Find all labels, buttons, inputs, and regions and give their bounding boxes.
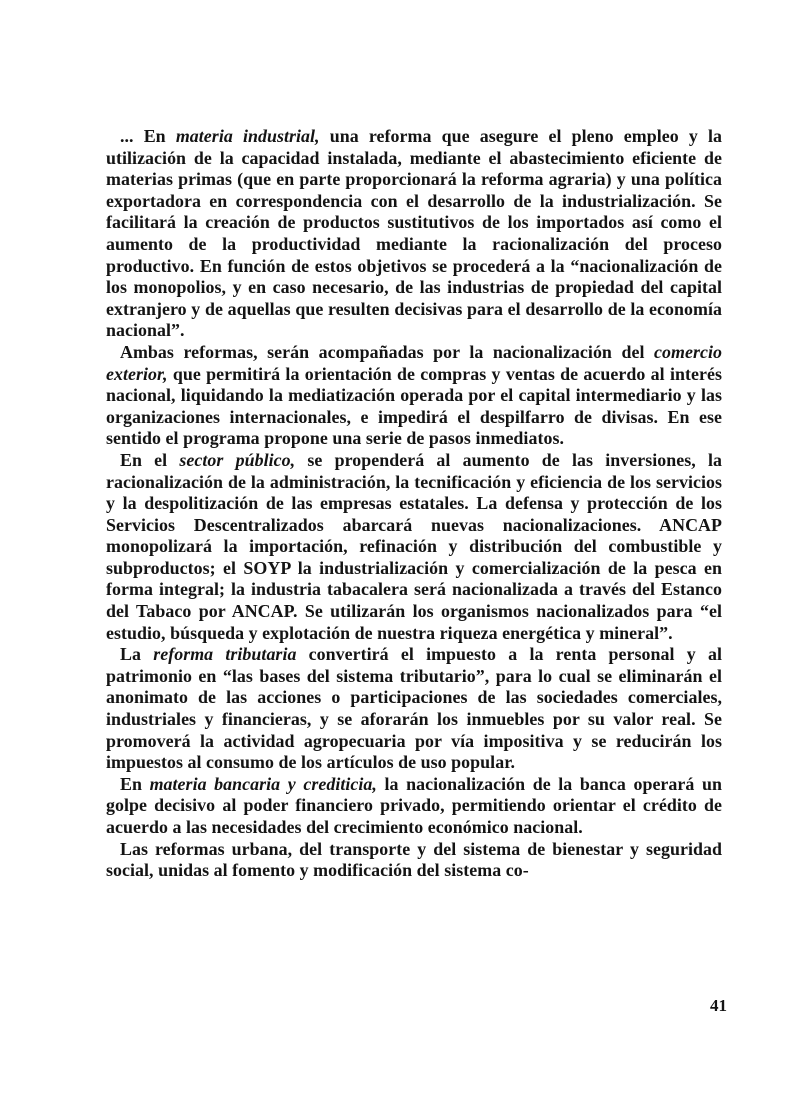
paragraph-prefix: Las [120, 838, 156, 859]
paragraph-text: que permitirá la orientación de compras y ventas de acuerdo al interés nacional, liquidando la mediatización operada por el capital intermediario y las organizaciones internacionales, e impedirá el despilfarro de divisas. En ese sentido el programa propone una serie de pasos inmediatos. [106, 363, 722, 449]
paragraph-prefix: Ambas reformas, serán acompañadas por la nacionalización del [120, 341, 655, 362]
paragraph-prefix: ... En [120, 126, 176, 146]
paragraph-text: una reforma que asegure el pleno empleo y la utilización de la capacidad instalada, mediante el abastecimiento eficiente de materias primas (que en parte proporcionará la reforma agraria) y una política exportadora en correspondencia con el desarrollo de la industrialización. Se facilitará la creación de productos sustitutivos de los importados así como el aumento de la productividad mediante la racionalización del proceso productivo. En función de estos objetivos se procederá a la “nacionalización de los monopolios, y en caso necesario, de las industrias de propiedad del capital extranjero y de aquellas que resulten decisivas para el desarrollo de la economía nacional”. [106, 126, 722, 341]
paragraph-text: reformas urbana, del transporte y del sistema de bienestar y seguridad social, unidas al fomento y modificación del sistema co- [106, 838, 722, 881]
paragraph-prefix: La [120, 644, 154, 665]
paragraph-industrial [106, 126, 722, 342]
paragraph-sector-publico [106, 450, 722, 644]
page-number: 41 [710, 996, 727, 1015]
paragraph-prefix: En el [120, 449, 180, 470]
italic-topic: materia bancaria y crediticia, [149, 773, 377, 794]
italic-topic: comercio exterior, [106, 341, 722, 384]
paragraph-prefix: En [120, 773, 150, 794]
paragraph-text: la nacionalización de la banca operará un golpe decisivo al poder financiero privado, permitiendo orientar el crédito de acuerdo a las necesidades del crecimiento económico nacional. [106, 773, 722, 837]
italic-topic: materia industrial, [175, 126, 320, 146]
paragraph-comercio-exterior [106, 342, 722, 450]
paragraph-reformas-urbana [106, 839, 722, 882]
italic-topic: sector público, [179, 449, 296, 470]
paragraph-text: se propenderá al aumento de las inversiones, la racionalización de la administración, la tecnificación y eficiencia de los servicios y la despolitización de las empresas estatales. La defensa y protección de los Servicios Descentralizados abarcará nuevas nacionalizaciones. ANCAP monopolizará la importación, refinación y distribución del combustible y subproductos; el SOYP la industrialización y comercialización de la pesca en forma integral; la industria tabacalera será nacionalizada a través del Estanco del Tabaco por ANCAP. Se utilizarán los organismos nacionalizados para “el estudio, búsqueda y explotación de nuestra riqueza energética y mineral”. [106, 449, 722, 643]
paragraph-bancaria [106, 774, 722, 839]
paragraph-reforma-tributaria [106, 644, 722, 774]
body-text [106, 126, 722, 882]
italic-topic: reforma tributaria [153, 644, 297, 665]
paragraph-text: convertirá el impuesto a la renta personal y al patrimonio en “las bases del sistema tributario”, para lo cual se eliminarán el anonimato de las acciones o participaciones de las sociedades comerciales, industriales y financieras, y se aforarán los inmuebles por su valor real. Se promoverá la actividad agropecuaria por vía impositiva y se reducirán los impuestos al consumo de los artículos de uso popular. [106, 644, 722, 773]
